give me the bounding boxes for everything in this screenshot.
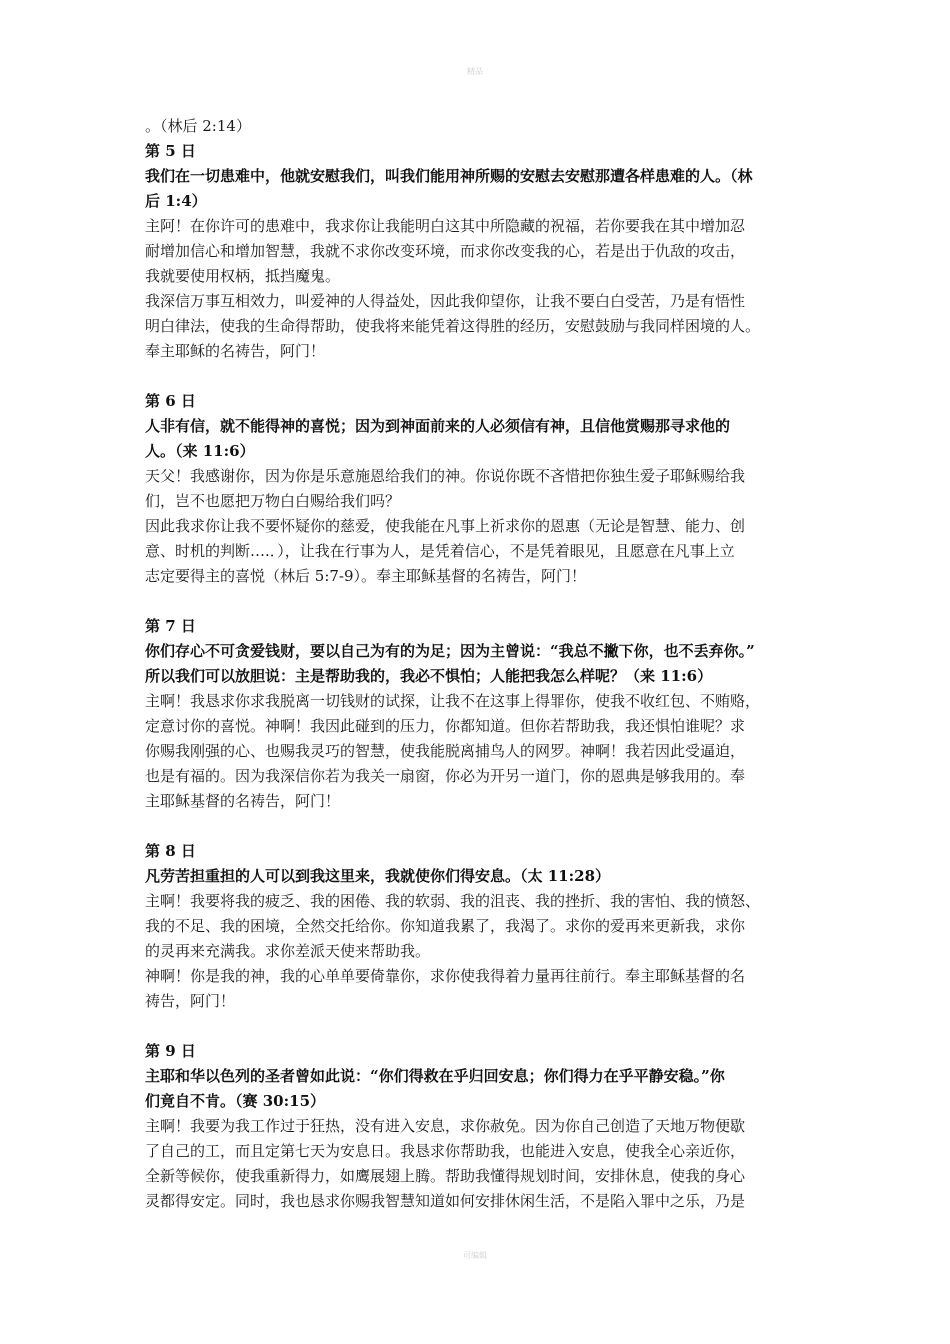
header-watermark: 精品 — [467, 67, 483, 76]
text-line: 明白律法，使我的生命得帮助，使我将来能凭着这得胜的经历，安慰鼓励与我同样困境的人。 — [145, 317, 761, 335]
heading-line: 人非有信，就不能得神的喜悦；因为到神面前来的人必须信有神，且信他赏赐那寻求他的 — [145, 417, 731, 435]
text-line: 主阿！在你许可的患难中，我求你让我能明白这其中所隐藏的祝福，若你要我在其中增加忍 — [145, 217, 746, 235]
text-line: 定意讨你的喜悦。神啊！我因此碰到的压力，你都知道。但你若帮助我，我还惧怕谁呢？求 — [145, 717, 746, 735]
heading-line: 第 9 日 — [145, 1042, 196, 1060]
text-line: 们，岂不也愿把万物白白赐给我们吗？ — [145, 492, 401, 510]
text-line: 你赐我刚强的心、也赐我灵巧的智慧，使我能脱离捕鸟人的网罗。神啊！我若因此受逼迫， — [145, 742, 746, 760]
blank-line — [145, 589, 813, 614]
heading-line: 们竟自不肯。（赛 30:15） — [145, 1092, 326, 1110]
blank-line — [145, 1014, 813, 1039]
text-line: 祷告，阿门！ — [145, 992, 236, 1010]
text-line: 灵都得安定。同时，我也恳求你赐我智慧知道如何安排休闲生活，不是陷入罪中之乐，乃是 — [145, 1192, 746, 1210]
heading-line: 第 5 日 — [145, 142, 196, 160]
text-line: 奉主耶稣的名祷告，阿门！ — [145, 342, 326, 360]
text-line: 。（林后 2:14） — [145, 117, 251, 135]
text-line: 我深信万事互相效力，叫爱神的人得益处，因此我仰望你，让我不要白白受苦，乃是有悟性 — [145, 292, 746, 310]
footer-watermark: 可编辑 — [463, 1251, 487, 1260]
heading-line: 第 7 日 — [145, 617, 196, 635]
document-body — [145, 114, 813, 1214]
text-line: 的灵再来充满我。求你差派天使来帮助我。 — [145, 942, 431, 960]
text-line: 我的不足、我的困境，全然交托给你。你知道我累了，我渴了。求你的爱再来更新我，求你 — [145, 917, 746, 935]
heading-line: 主耶和华以色列的圣者曾如此说：“你们得救在乎归回安息；你们得力在乎平静安稳。”你 — [145, 1067, 725, 1085]
text-line: 神啊！你是我的神，我的心单单要倚靠你，求你使我得着力量再往前行。奉主耶稣基督的名 — [145, 967, 746, 985]
text-line: 主啊！我要为我工作过于狂热，没有进入安息，求你赦免。因为你自己创造了天地万物便歇 — [145, 1117, 746, 1135]
text-line: 主啊！我恳求你求我脱离一切钱财的试探，让我不在这事上得罪你，使我不收红包、不贿赂， — [145, 692, 761, 710]
text-line: 志定要得主的喜悦（林后 5:7-9）。奉主耶稣基督的名祷告，阿门！ — [145, 567, 587, 585]
heading-line: 所以我们可以放胆说：主是帮助我的，我必不惧怕；人能把我怎么样呢？（来 11:6） — [145, 667, 713, 685]
blank-line — [145, 364, 813, 389]
text-line: 全新等候你，使我重新得力，如鹰展翅上腾。帮助我懂得规划时间，安排休息，使我的身心 — [145, 1167, 746, 1185]
heading-line: 第 6 日 — [145, 392, 196, 410]
heading-line: 你们存心不可贪爱钱财，要以自己为有的为足；因为主曾说：“我总不撇下你，也不丢弃你。” — [145, 642, 755, 660]
text-line: 主啊！我要将我的疲乏、我的困倦、我的软弱、我的沮丧、我的挫折、我的害怕、我的愤怒、 — [145, 892, 761, 910]
text-line: 我就要使用权柄，抵挡魔鬼。 — [145, 267, 341, 285]
blank-line — [145, 814, 813, 839]
text-line: 意、时机的判断….．），让我在行事为人，是凭着信心，不是凭着眼见，且愿意在凡事上立 — [145, 542, 735, 560]
text-line: 天父！我感谢你，因为你是乐意施恩给我们的神。你说你既不吝惜把你独生爱子耶稣赐给我 — [145, 467, 746, 485]
text-line: 主耶稣基督的名祷告，阿门！ — [145, 792, 341, 810]
heading-line: 我们在一切患难中，他就安慰我们，叫我们能用神所赐的安慰去安慰那遭各样患难的人。（林 — [145, 167, 753, 185]
heading-line: 后 1:4） — [145, 192, 207, 210]
text-line: 因此我求你让我不要怀疑你的慈爱，使我能在凡事上祈求你的恩惠（无论是智慧、能力、创 — [145, 517, 746, 535]
heading-line: 凡劳苦担重担的人可以到我这里来，我就使你们得安息。（太 11:28） — [145, 867, 611, 885]
heading-line: 第 8 日 — [145, 842, 196, 860]
text-line: 耐增加信心和增加智慧，我就不求你改变环境，而求你改变我的心，若是出于仇敌的攻击， — [145, 242, 746, 260]
text-line: 了自己的工，而且定第七天为安息日。我恳求你帮助我，也能进入安息，使我全心亲近你， — [145, 1142, 746, 1160]
text-line: 也是有福的。因为我深信你若为我关一扇窗，你必为开另一道门，你的恩典是够我用的。奉 — [145, 767, 746, 785]
heading-line: 人。（来 11:6） — [145, 442, 255, 460]
